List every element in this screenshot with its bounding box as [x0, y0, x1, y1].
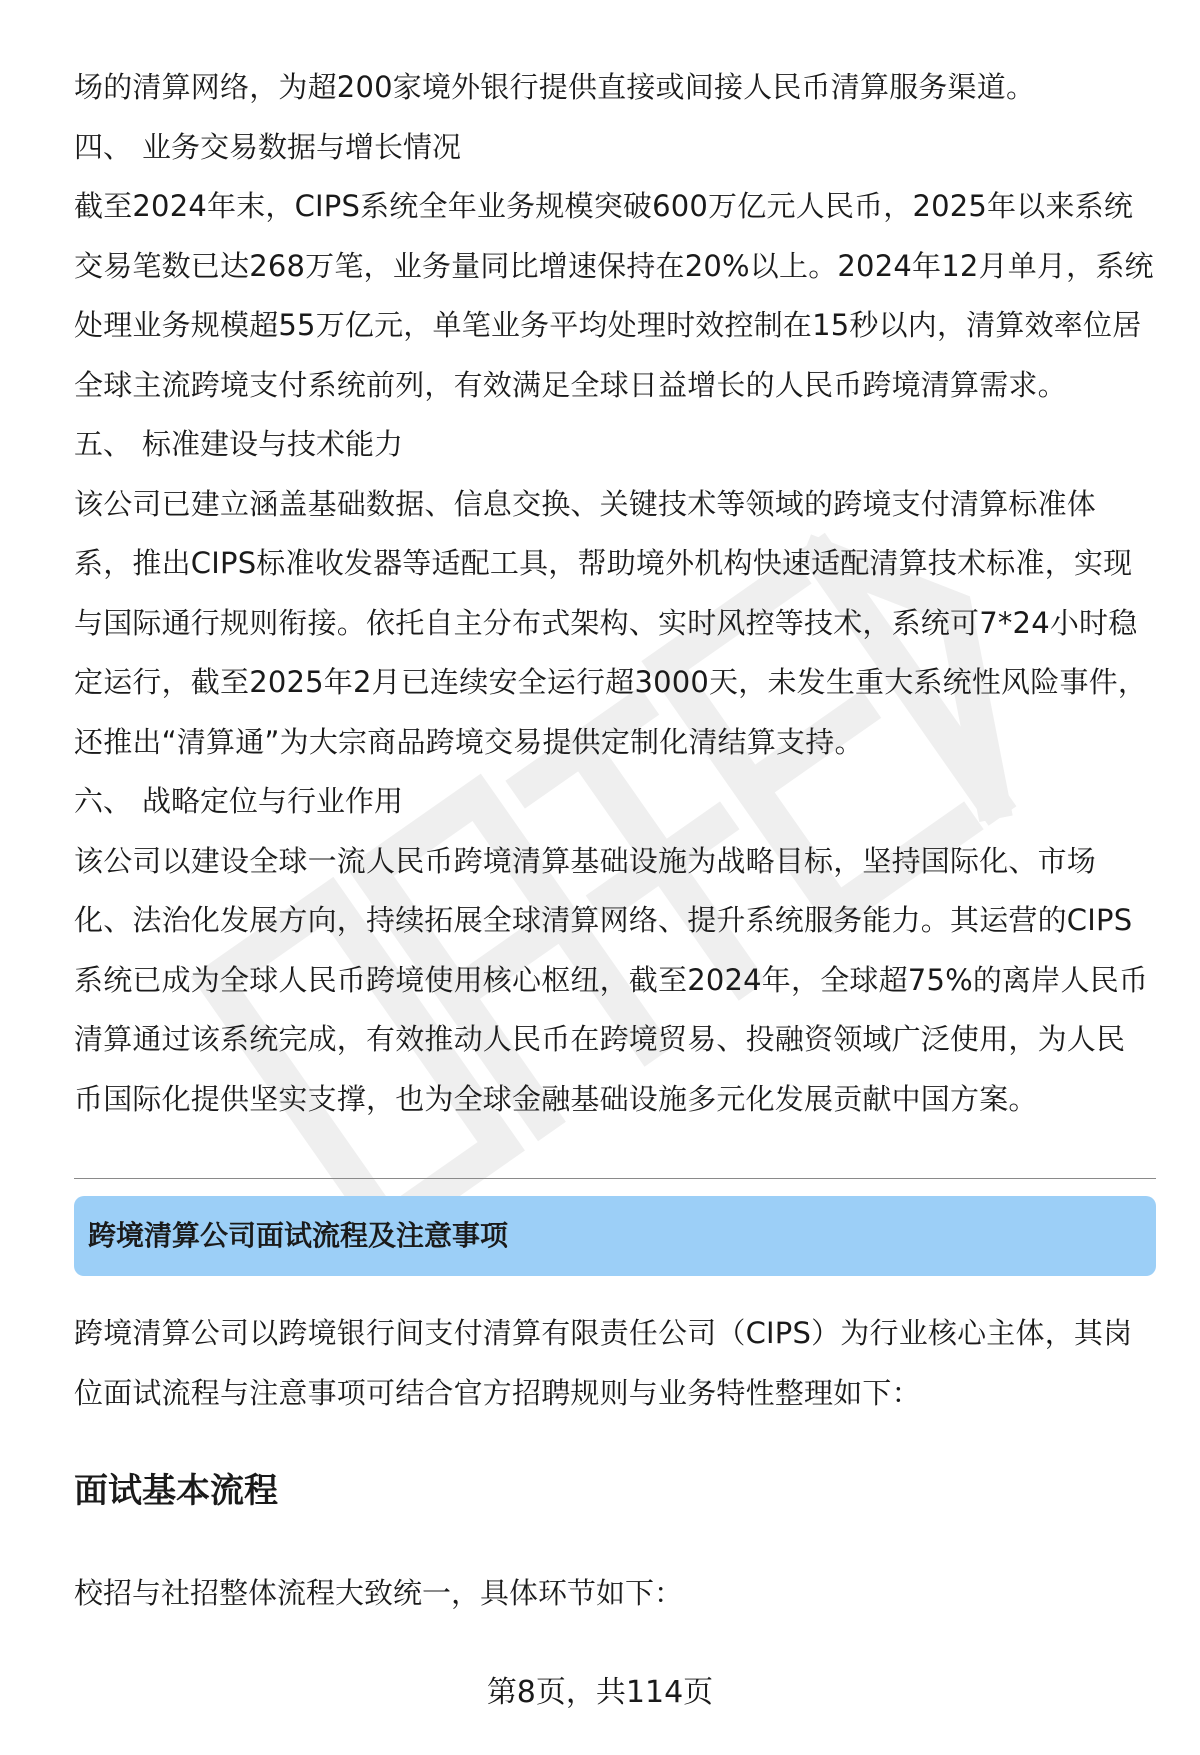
paragraph-line: 场的清算网络，为超200家境外银行提供直接或间接人民币清算服务渠道。 — [74, 70, 1036, 104]
paragraph-line: 与国际通行规则衔接。依托自主分布式架构、实时风控等技术，系统可7*24小时稳 — [74, 605, 1138, 640]
paragraph-line: 定运行，截至2025年2月已连续安全运行超3000天，未发生重大系统性风险事件， — [74, 665, 1148, 699]
paragraph-line: 系，推出CIPS标准收发器等适配工具，帮助境外机构快速适配清算技术标准，实现 — [74, 546, 1133, 580]
banner-title: 跨境清算公司面试流程及注意事项 — [88, 1219, 509, 1252]
section-heading-5 — [74, 415, 1154, 475]
main-content — [74, 58, 1154, 1129]
section-title: 标准建设与技术能力 — [142, 427, 404, 461]
paragraph-line: 该公司以建设全球一流人民币跨境清算基础设施为战略目标，坚持国际化、市场 — [74, 843, 1097, 878]
paragraph-line: 清算通过该系统完成，有效推动人民币在跨境贸易、投融资领域广泛使用，为人民 — [74, 1022, 1126, 1056]
paragraph-line: 系统已成为全球人民币跨境使用核心枢纽，截至2024年，全球超75%的离岸人民币 — [74, 962, 1149, 997]
paragraph-line: 化、法治化发展方向，持续拓展全球清算网络、提升系统服务能力。其运营的CIPS — [74, 903, 1133, 937]
section-heading-4 — [74, 118, 1154, 178]
paragraph-line: 该公司已建立涵盖基础数据、信息交换、关键技术等领域的跨境支付清算标准体 — [74, 486, 1097, 521]
paragraph-line: 全球主流跨境支付系统前列，有效满足全球日益增长的人民币跨境清算需求。 — [74, 367, 1067, 402]
paragraph-line: 交易笔数已达268万笔，业务量同比增速保持在20%以上。2024年12月单月，系统 — [74, 248, 1154, 283]
page-number: 第8页，共114页 — [486, 1675, 714, 1710]
section-number: 四、 — [74, 129, 133, 164]
paragraph-line: 处理业务规模超55万亿元，单笔业务平均处理时效控制在15秒以内，清算效率位居 — [74, 308, 1142, 342]
subsection-paragraph: 校招与社招整体流程大致统一，具体环节如下： — [74, 1576, 684, 1610]
section-heading-6 — [74, 772, 1154, 832]
paragraph-line: 还推出“清算通”为大宗商品跨境交易提供定制化清结算支持。 — [74, 724, 864, 759]
intro-paragraph — [74, 1303, 1154, 1423]
section-title: 战略定位与行业作用 — [142, 784, 404, 818]
section-title: 业务交易数据与增长情况 — [142, 129, 462, 164]
section-banner — [74, 1196, 1156, 1276]
subsection-heading: 面试基本流程 — [74, 1471, 278, 1511]
section-number: 六、 — [74, 784, 133, 818]
paragraph-line: 截至2024年末，CIPS系统全年业务规模突破600万亿元人民币，2025年以来系统 — [74, 189, 1134, 223]
paragraph-line: 币国际化提供坚实支撑，也为全球金融基础设施多元化发展贡献中国方案。 — [74, 1081, 1038, 1116]
section-number: 五、 — [74, 427, 133, 461]
section-divider — [74, 1178, 1156, 1179]
paragraph-line: 跨境清算公司以跨境银行间支付清算有限责任公司（CIPS）为行业核心主体，其岗 — [74, 1316, 1133, 1350]
paragraph-line: 位面试流程与注意事项可结合官方招聘规则与业务特性整理如下： — [74, 1376, 921, 1410]
